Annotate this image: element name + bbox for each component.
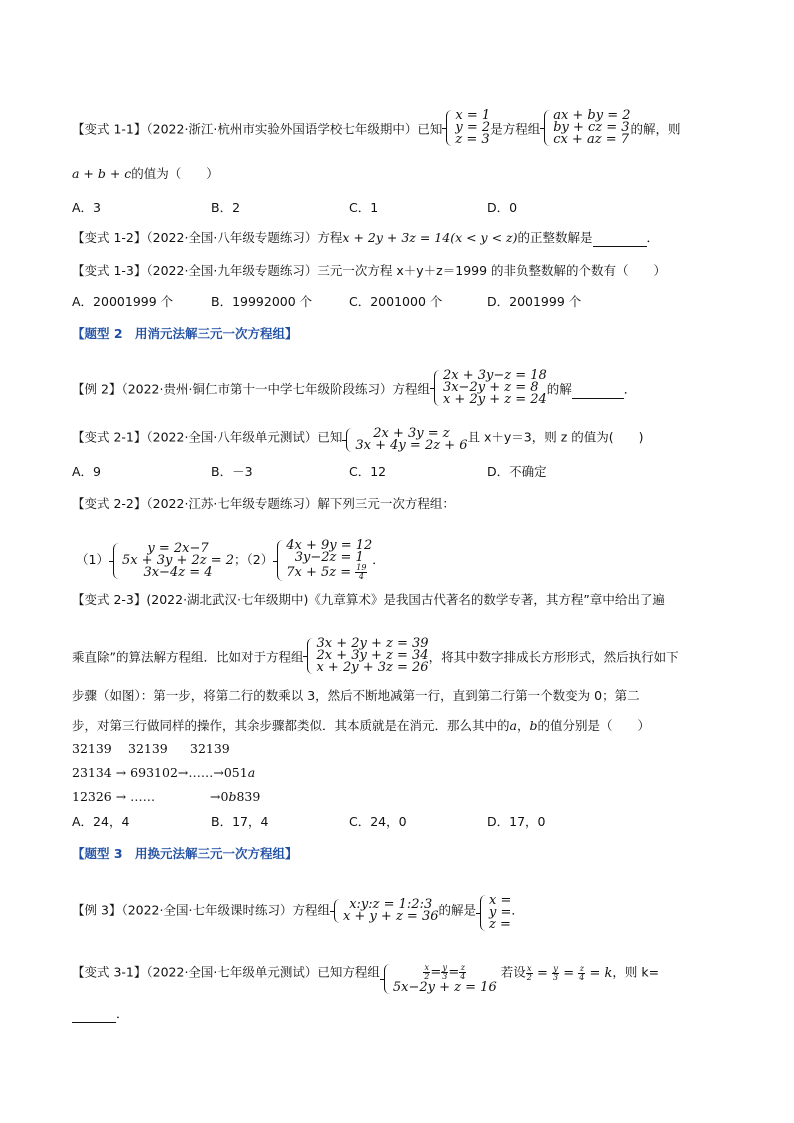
question-2-2-systems: （1） y = 2x−7 5x + 3y + 2z = 2 3x−4z = 4 ；（2） 4x + 9y = 12 3y−2z = 1 7x + 5z = $\frac{19}{4}$ ． <box>76 538 385 581</box>
question-source: （2022·江苏·七年级专题练习） <box>146 496 318 511</box>
question-text: 步，对第三行做同样的操作，其余步骤都类似．其本质就是在消元．那么其中的 <box>72 718 510 733</box>
fraction: $\frac{19}{4}$ <box>356 563 367 581</box>
equation-system-2: 4x + 9y = 12 3y−2z = 1 7x + 5z = $\frac{19}{4}$ <box>277 540 372 581</box>
question-3-1: 【变式 3-1】（2022·全国·七年级单元测试）已知方程组 $\frac{x}{2}$ = $\frac{y}{3}$ = $\frac{z}{4}$ 5x−2y + z = 16 若设 $\frac{x}{2}$ = $\frac{y}{3}$ = $\frac{z}{4}$ = k，则 k= <box>72 963 660 995</box>
equation-system: $\frac{x}{2}$ = $\frac{y}{3}$ = $\frac{z}{4}$ 5x−2y + z = 16 <box>384 964 497 994</box>
question-text: ，将其中数字排成长方形形式，然后执行如下 <box>428 649 679 665</box>
option-c: C．1 <box>349 200 379 215</box>
section-heading-2: 【题型 2 用消元法解三元一次方程组】 <box>72 326 298 341</box>
question-source: （2022·浙江·杭州市实验外国语学校七年级期中） <box>146 121 418 137</box>
question-text: 是方程组 <box>490 121 541 137</box>
option-d: D．0 <box>487 200 518 215</box>
equation-system: 2x + 3y−z = 18 3x−2y + z = 8 x + 2y + z = 24 <box>434 370 547 406</box>
question-2-3-line4: 步，对第三行做同样的操作，其余步骤都类似．其本质就是在消元．那么其中的a，b的值分别是（ ） <box>72 718 651 733</box>
question-1-3 <box>72 263 666 279</box>
question-text: 若设 <box>500 964 526 980</box>
option-d: D．2001999 个 <box>487 294 582 309</box>
math-expression: a + b + c <box>72 166 132 181</box>
question-1-1 <box>72 108 681 148</box>
option-b: B．－3 <box>211 464 253 479</box>
question-text: 方程 <box>317 230 343 245</box>
question-tag: 【变式 1-2】 <box>72 230 147 245</box>
given-solution-system: x = 1 y = 2 z = 3 <box>446 110 490 146</box>
question-source: （2022·全国·九年级专题练习） <box>146 263 318 278</box>
question-1-2: 【变式 1-2】（2022·全国·八年级专题练习）方程x + 2y + 3z = 14(x < y < z)的正整数解是 ． <box>72 230 660 245</box>
answer-system: x = y = z = <box>480 895 511 931</box>
option-b: B．19992000 个 <box>211 294 313 309</box>
option-c: C．12 <box>349 464 387 479</box>
question-tag: 【变式 1-1】 <box>72 121 147 137</box>
question-source: （2022·全国·八年级专题练习） <box>146 230 318 245</box>
math-expression: x + 2y + 3z = 14(x < y < z) <box>342 230 518 245</box>
question-text: 《九章算术》是我国古代著名的数学专著，其方程”章中给出了遍 <box>308 592 665 607</box>
option-b: B．17，4 <box>211 814 269 829</box>
question-text: 的正整数解是 <box>517 230 593 245</box>
question-text: 乘直除”的算法解方程组．比如对于方程组 <box>72 649 304 665</box>
question-source: （2022·全国·八年级单元测试） <box>146 429 318 445</box>
question-2-3-line3: 步骤（如图）：第一步，将第二行的数乘以 3，然后不断地减第一行，直到第二行第一个数变为 0；第二 <box>72 688 640 703</box>
question-text: 解下列三元一次方程组： <box>317 496 455 511</box>
question-source: （2022·全国·七年级课时练习） <box>121 902 293 918</box>
example-3: 【例 3】（2022·全国·七年级课时练习）方程组 x:y:z = 1:2:3 x + y + z = 36 的解是 x = y = z = ． <box>72 893 524 932</box>
grid-row-2: 23134 → 693102→……→051a <box>72 765 256 780</box>
question-text: 已知 <box>417 121 443 137</box>
question-text: 三元一次方程 x＋y＋z＝1999 的非负整数解的个数有（ ） <box>317 263 667 278</box>
question-2-2 <box>72 496 455 512</box>
grid-row-3-start: 12326 → …… <box>72 789 156 804</box>
answer-blank <box>593 230 647 247</box>
question-2-3 <box>72 592 665 608</box>
equation-system: 3x + 2y + z = 39 2x + 3y + z = 34 x + 2y + 3z = 26 <box>307 638 428 674</box>
grid-row-1-col-1: 32139 <box>72 741 112 756</box>
part-label: （1） <box>76 552 109 567</box>
question-tag: 【例 3】 <box>72 902 122 918</box>
question-tag: 【例 2】 <box>72 381 122 397</box>
example-2: 【例 2】（2022·贵州·铜仁市第十一中学七年级阶段练习）方程组 2x + 3y−z = 18 3x−2y + z = 8 x + 2y + z = 24 的解 ． <box>72 368 637 407</box>
question-text: 已知 <box>317 429 343 445</box>
option-b: B．2 <box>211 200 241 215</box>
question-source: （2022·全国·七年级单元测试） <box>146 964 318 980</box>
option-a: A．3 <box>72 200 102 215</box>
option-c: C．24，0 <box>349 814 407 829</box>
question-text: 的解 <box>546 381 572 397</box>
grid-row-3-end: →0b839 <box>210 789 261 804</box>
equation-system-1: y = 2x−7 5x + 3y + 2z = 2 3x−4z = 4 <box>113 543 234 579</box>
part-label: ；（2） <box>234 552 274 567</box>
question-source: (2022·湖北武汉·七年级期中) <box>146 592 309 607</box>
question-text: 方程组 <box>292 902 330 918</box>
question-3-1-line2: ． <box>72 1006 129 1023</box>
section-heading-3: 【题型 3 用换元法解三元一次方程组】 <box>72 846 298 861</box>
grid-row-1-col-3: 32139 <box>190 741 230 756</box>
question-2-3-line2 <box>72 636 679 676</box>
question-tag: 【变式 3-1】 <box>72 964 147 980</box>
question-text: 方程组 <box>392 381 430 397</box>
option-d: D．不确定 <box>487 464 547 479</box>
question-source: （2022·贵州·铜仁市第十一中学七年级阶段练习） <box>121 381 393 397</box>
question-1-1-line2 <box>72 166 219 182</box>
question-text: 已知方程组 <box>317 964 380 980</box>
question-text: 的值为（ ） <box>131 166 219 181</box>
option-a: A．9 <box>72 464 102 479</box>
option-c: C．2001000 个 <box>349 294 443 309</box>
equation-system: x:y:z = 1:2:3 x + y + z = 36 <box>334 899 439 923</box>
question-tag: 【变式 2-3】 <box>72 592 147 607</box>
question-tag: 【变式 1-3】 <box>72 263 147 278</box>
grid-row-1-col-2: 32139 <box>128 741 168 756</box>
equation-system: ax + by = 2 by + cz = 3 cx + az = 7 <box>544 110 630 146</box>
answer-blank <box>72 1006 116 1023</box>
option-a: A．24，4 <box>72 814 130 829</box>
equation-system: 2x + 3y = z 3x + 4y = 2z + 6 <box>346 428 467 452</box>
question-text: ，则 k= <box>612 964 660 980</box>
question-tag: 【变式 2-2】 <box>72 496 147 511</box>
question-text: 的值分别是（ ） <box>537 718 651 733</box>
question-2-1 <box>72 426 644 453</box>
option-d: D．17，0 <box>487 814 546 829</box>
option-a: A．20001999 个 <box>72 294 174 309</box>
question-text: 的解是 <box>438 902 477 918</box>
question-text: 且 x＋y＝3，则 z 的值为( ) <box>467 429 644 445</box>
question-tag: 【变式 2-1】 <box>72 429 147 445</box>
question-text: 的解，则 <box>630 121 681 137</box>
answer-blank <box>572 382 624 399</box>
